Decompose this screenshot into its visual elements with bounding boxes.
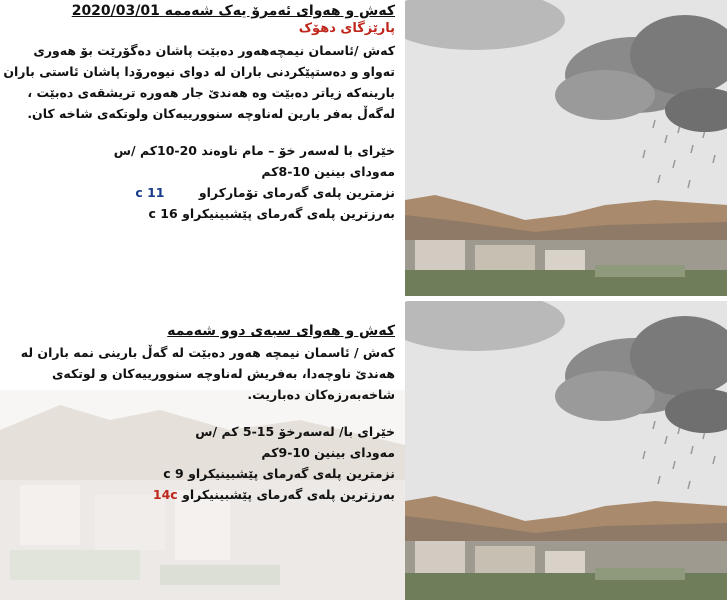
tomorrow-min-value: 9 c <box>163 466 184 481</box>
today-max-temp <box>0 203 395 224</box>
tomorrow-wind-value: 5-15 کم /س <box>195 424 275 439</box>
today-max-label: بەرزترین پلەی گەرمای پێشبینیکراو <box>182 206 395 221</box>
tomorrow-stats <box>0 421 395 505</box>
tomorrow-max-temp <box>0 484 395 505</box>
tomorrow-min-label: نزمترین پلەی گەرمای پێشبینیکراو <box>188 466 395 481</box>
today-min-value: 11 c <box>135 185 165 200</box>
today-visibility-label: مەودای بینین <box>314 164 395 179</box>
today-max-value: 16 c <box>148 206 178 221</box>
tomorrow-wind-label: خێرای با/ لەسەرخۆ <box>278 424 395 439</box>
today-min-label: نزمترین پلەی گەرمای تۆمارکراو <box>198 185 395 200</box>
today-wind-value: 10-20کم /س <box>113 143 198 158</box>
today-visibility-value: 8-10کم <box>261 164 310 179</box>
today-min-temp <box>0 182 395 203</box>
today-description: کەش /ئاسمان نیمچەهەور دەبێت پاشان دەگۆرێت بۆ هەوری تەواو و دەستپێکردنی باران لە دوای نیوەرۆدا پاشان ئاستی باران بارینەکە زیاتر دەبێت وە هەندێ جار هەوره تریشقەی دەبێت ، لەگەڵ بەفر بارین لەناوچە سنوورییەکان ولوتکەی شاخە کان. <box>3 43 395 121</box>
storm-cloud-city-photo <box>405 0 727 296</box>
tomorrow-visibility <box>0 442 395 463</box>
today-stats <box>0 140 395 224</box>
tomorrow-visibility-label: مەودای بینین <box>314 445 395 460</box>
today-forecast <box>0 2 395 224</box>
today-header-date: 2020/03/01 <box>71 3 160 19</box>
today-header <box>0 2 395 20</box>
tomorrow-min-temp <box>0 463 395 484</box>
today-header-title: کەش و هەوای ئەمرۆ یەک شەممە <box>164 3 395 19</box>
storm-cloud-city-photo <box>405 301 727 600</box>
tomorrow-visibility-value: 9-10کم <box>261 445 310 460</box>
tomorrow-forecast <box>0 322 395 505</box>
province-subtitle: پارێزگای دهۆک <box>298 21 395 36</box>
today-wind <box>0 140 395 161</box>
tomorrow-max-label: بەرزترین پلەی گەرمای پێشبینیکراو <box>182 487 395 502</box>
today-wind-label: خێرای با لەسەر خۆ – مام ناوەند <box>201 143 395 158</box>
tomorrow-description: کەش / ئاسمان نیمچە هەور دەبێت لە گەڵ بارینی نمە باران لە هەندێ ناوچەدا، بەفریش لەناوچە سنوورییەکان و لوتکەی شاخەبەرزەکان دەباریت. <box>20 345 395 402</box>
tomorrow-max-value: 14c <box>152 487 178 502</box>
today-visibility <box>0 161 395 182</box>
tomorrow-header: کەش و هەوای سبەی دوو شەممە <box>167 323 395 339</box>
tomorrow-wind <box>0 421 395 442</box>
